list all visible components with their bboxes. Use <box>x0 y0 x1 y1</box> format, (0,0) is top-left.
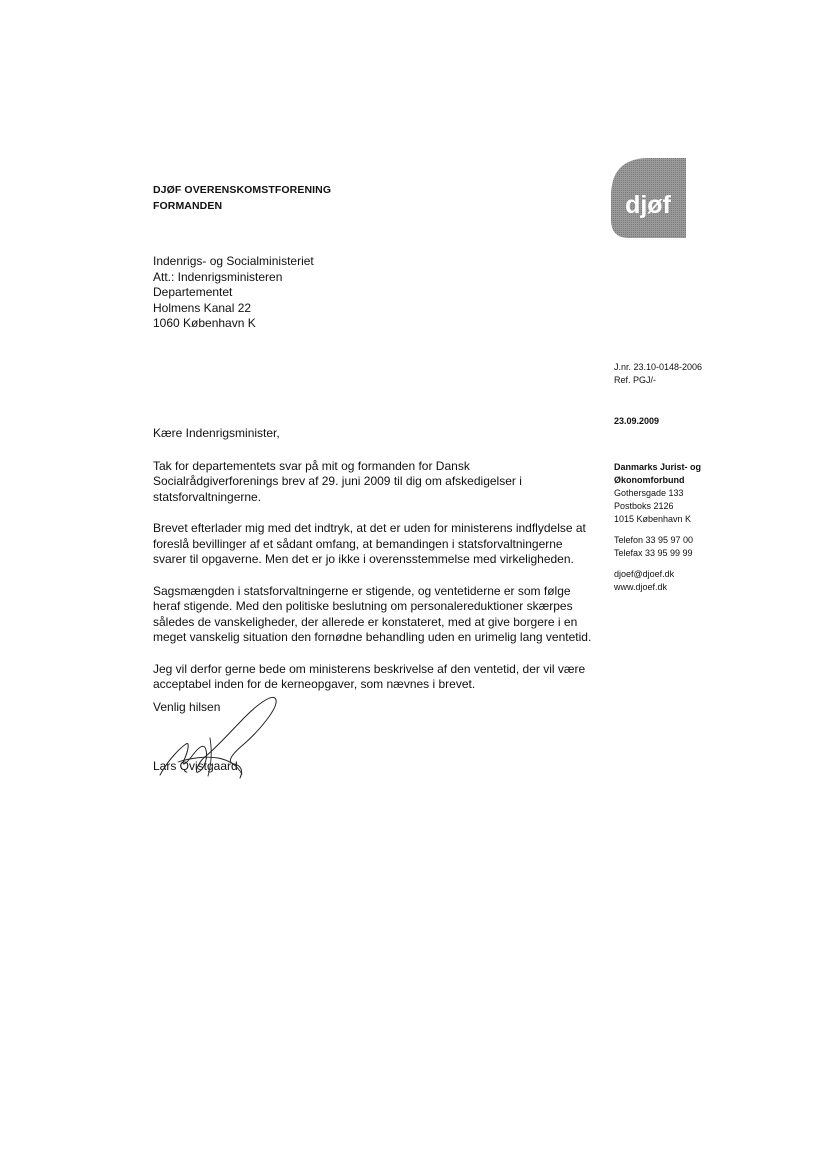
salutation: Kære Indenrigsminister, <box>153 426 280 440</box>
organization-name: Økonomforbund <box>614 475 685 485</box>
reference-block <box>614 361 702 386</box>
spacer <box>614 526 701 534</box>
recipient-line: Indenrigs- og Socialministeriet <box>153 254 314 268</box>
sender-block <box>153 182 331 214</box>
sender-organization: DJØF OVERENSKOMSTFORENING <box>153 184 332 196</box>
letter-body <box>153 426 593 709</box>
djoef-logo <box>611 158 686 238</box>
body-paragraph: Sagsmængden i statsforvaltningerne er stigende, og ventetiderne er som følge heraf stigende. Med den politiske beslutning om personalereduktioner skærpes således de vanskeligheder, der allerede er konstateret, med at give borgere i en meget vanskelig situation den fornødne behandling uden en urimelig lang ventetid. <box>153 583 592 644</box>
body-paragraph: Jeg vil derfor gerne bede om ministerens beskrivelse af den ventetid, der vil være acceptabel inden for de kerneopgaver, som nævnes i brevet. <box>153 661 586 691</box>
recipient-line: 1060 København K <box>153 316 256 330</box>
recipient-line: Departementet <box>153 285 233 299</box>
logo-text: djøf <box>625 191 671 219</box>
handwritten-signature <box>148 690 283 790</box>
organization-block <box>614 461 701 594</box>
organization-city: 1015 København K <box>614 514 692 524</box>
reference-code: Ref. PGJ/- <box>614 374 657 385</box>
body-paragraph: Brevet efterlader mig med det indtryk, at det er uden for ministerens indflydelse at foreslå bevillinger af et sådant omfang, at bemandingen i statsforvaltningerne svarer til opgaverne. Men det er jo ikke i overensstemmelse med virkeligheden. <box>153 521 586 566</box>
recipient-address <box>153 254 314 332</box>
recipient-line: Att.: Indenrigsministeren <box>153 269 283 284</box>
organization-pobox: Postboks 2126 <box>614 501 674 511</box>
spacer <box>614 560 701 568</box>
organization-web: www.djoef.dk <box>614 582 668 592</box>
organization-email: djoef@djoef.dk <box>614 569 675 579</box>
body-paragraph: Tak for departementets svar på mit og formanden for Dansk Socialrådgiverforenings brev af 29. juni 2009 til dig om afskedigelser i statsforvaltningerne. <box>153 458 522 504</box>
closing: Venlig hilsen <box>153 700 221 714</box>
organization-phone: Telefon 33 95 97 00 <box>614 535 694 545</box>
organization-name: Danmarks Jurist- og <box>614 462 702 472</box>
organization-fax: Telefax 33 95 99 99 <box>614 548 693 558</box>
signatory-name: Lars Qvistgaard <box>153 759 238 773</box>
recipient-line: Holmens Kanal 22 <box>153 300 252 315</box>
journal-number: J.nr. 23.10-0148-2006 <box>614 362 703 372</box>
organization-street: Gothersgade 133 <box>614 488 684 498</box>
sender-title: FORMANDEN <box>153 200 223 212</box>
letter-date: 23.09.2009 <box>614 416 660 426</box>
